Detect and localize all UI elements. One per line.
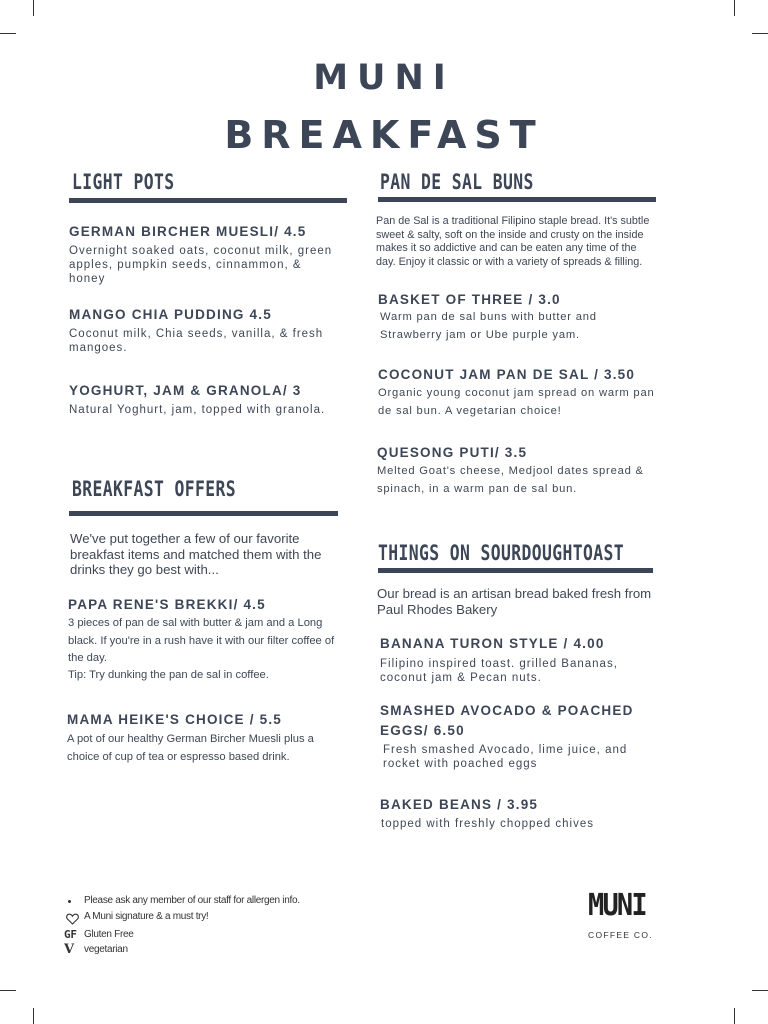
page-title-line2: BREAKFAST [224, 113, 544, 157]
menu-item-description: 3 pieces of pan de sal with butter & jam and a Long black. If you're in a rush have it with our filter coffee of the day. [68, 617, 335, 664]
menu-item-description: Warm pan de sal buns with butter and Strawberry jam or Ube purple yam. [380, 311, 597, 341]
muni-logo [588, 890, 654, 940]
section-divider [378, 197, 656, 202]
section-heading-pan-de-sal: PAN DE SAL BUNS [380, 170, 534, 194]
section-intro: Our bread is an artisan bread baked fresh from Paul Rhodes Bakery [377, 586, 652, 617]
menu-item-title: QUESONG PUTI/ 3.5 [377, 445, 528, 460]
menu-item-description: Organic young coconut jam spread on warm pan de sal bun. A vegetarian choice! [378, 387, 655, 417]
menu-item-tip: Tip: Try dunking the pan de sal in coffee. [68, 669, 269, 681]
menu-item-description: Melted Goat's cheese, Medjool dates spread & spinach, in a warm pan de sal bun. [377, 465, 644, 495]
menu-item-title: MAMA HEIKE'S CHOICE / 5.5 [67, 712, 282, 727]
menu-item-title: COCONUT JAM PAN DE SAL / 3.50 [378, 367, 636, 382]
vegetarian-icon: V [64, 942, 74, 957]
menu-item-title: MANGO CHIA PUDDING 4.5 [69, 307, 272, 322]
menu-item-title: SMASHED AVOCADO & POACHED [380, 703, 634, 718]
menu-item-title: BASKET OF THREE / 3.0 [378, 292, 561, 307]
menu-item-title: BAKED BEANS / 3.95 [380, 797, 539, 812]
gluten-free-icon: GF [64, 928, 77, 941]
heart-icon [66, 910, 79, 929]
section-intro: Pan de Sal is a traditional Filipino staple bread. It's subtle sweet & salty, soft on the inside and crusty on the inside makes it so addictive and can be eaten any time of the day. Enjoy it classic or with a variety of spreads & filling. [376, 215, 650, 268]
section-heading-light-pots: LIGHT POTS [72, 170, 175, 194]
crop-mark [0, 990, 16, 991]
menu-item-title: BANANA TURON STYLE / 4.00 [380, 636, 605, 651]
crop-mark [0, 33, 16, 34]
menu-item-description: topped with freshly chopped chives [381, 818, 594, 830]
menu-item-title: PAPA RENE'S BREKKI/ 4.5 [68, 597, 266, 612]
menu-item-title: YOGHURT, JAM & GRANOLA/ 3 [69, 383, 302, 398]
menu-item-description: Filipino inspired toast. grilled Bananas, coconut jam & Pecan nuts. [380, 658, 618, 684]
section-divider [69, 198, 347, 203]
menu-item-description: Fresh smashed Avocado, lime juice, and rocket with poached eggs [383, 744, 628, 770]
page-title-line1: MUNI [313, 58, 455, 98]
section-intro: We've put together a few of our favorite breakfast items and matched them with the drinks they go best with... [70, 531, 322, 577]
crop-mark [734, 1008, 735, 1024]
section-divider [378, 568, 653, 573]
allergen-note: Please ask any member of our staff for allergen info. [84, 895, 300, 906]
section-divider [69, 511, 338, 516]
crop-mark [752, 33, 768, 34]
section-heading-breakfast-offers: BREAKFAST OFFERS [72, 477, 237, 501]
menu-item-title: EGGS/ 6.50 [380, 723, 465, 738]
logo-wordmark: MUNI [588, 888, 646, 923]
menu-item-description: A pot of our healthy German Bircher Muesli plus a choice of cup of tea or espresso based drink. [67, 733, 314, 763]
section-heading-sourdough: THINGS ON SOURDOUGHTOAST [378, 541, 625, 565]
menu-item-description: Natural Yoghurt, jam, topped with granola. [69, 404, 326, 416]
gluten-free-note: Gluten Free [84, 929, 134, 940]
crop-mark [33, 1008, 34, 1024]
crop-mark [33, 0, 34, 16]
logo-subtitle: COFFEE CO. [588, 930, 653, 940]
menu-item-description: Overnight soaked oats, coconut milk, green apples, pumpkin seeds, cinnammon, & honey [69, 245, 333, 285]
menu-item-description: Coconut milk, Chia seeds, vanilla, & fresh mangoes. [69, 328, 324, 354]
vegetarian-note: vegetarian [84, 944, 128, 955]
crop-mark [752, 990, 768, 991]
bullet-icon [68, 900, 71, 903]
crop-mark [734, 0, 735, 16]
signature-note: A Muni signature & a must try! [84, 911, 209, 922]
menu-item-title: GERMAN BIRCHER MUESLI/ 4.5 [69, 224, 307, 239]
